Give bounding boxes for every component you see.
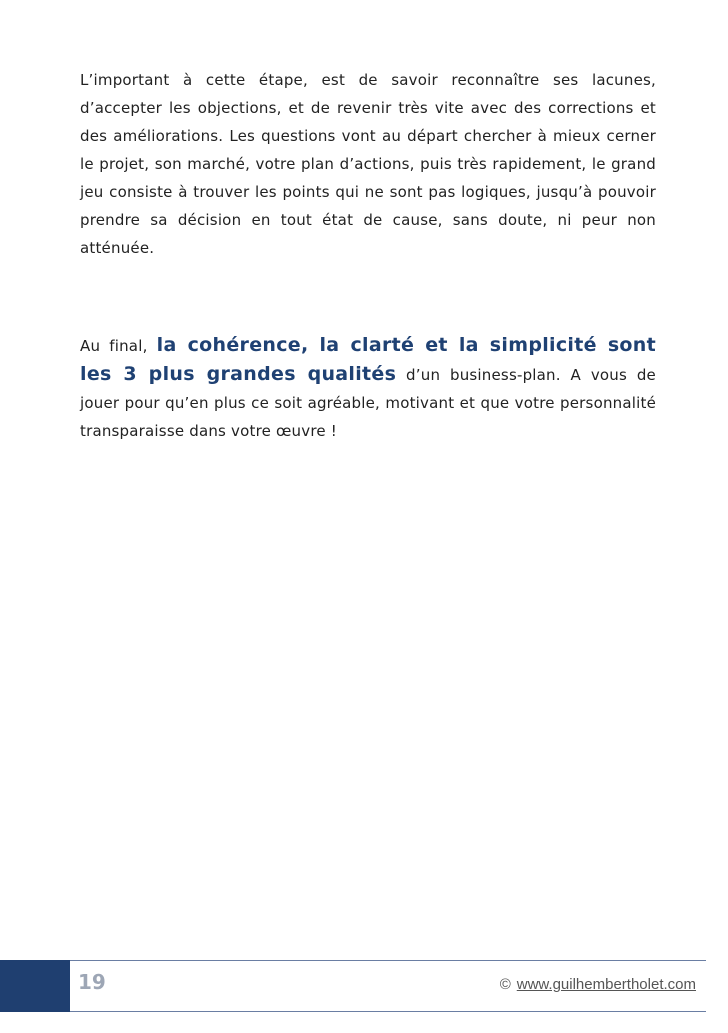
- paragraph-2-rest: d’un business-plan. A vous de jouer pour qu’en plus ce soit agréable, motivant et que votre personnalité transparaisse dans votre œuvre !: [80, 366, 656, 440]
- paragraph-2: [80, 331, 656, 445]
- website-link[interactable]: www.guilhembertholet.com: [516, 976, 696, 993]
- copyright-symbol: ©: [499, 976, 511, 993]
- copyright-notice: [500, 976, 696, 993]
- page-number: 19: [78, 970, 106, 994]
- paragraph-1: L’important à cette étape, est de savoir reconnaître ses lacunes, d’accepter les objections, et de revenir très vite avec des corrections et des améliorations. Les questions vont au départ chercher à mieux cerner le projet, son marché, votre plan d’actions, puis très rapidement, le grand jeu consiste à trouver les points qui ne sont pas logiques, jusqu’à pouvoir prendre sa décision en tout état de cause, sans doute, ni peur non atténuée.: [80, 71, 656, 257]
- footer-color-band: [0, 960, 70, 1012]
- paragraph-2-intro: Au final,: [80, 337, 157, 355]
- page-footer: [0, 960, 728, 1012]
- key-qualities-highlight: la cohérence, la clarté et la simplicité sont les 3 plus grandes qualités: [80, 334, 656, 385]
